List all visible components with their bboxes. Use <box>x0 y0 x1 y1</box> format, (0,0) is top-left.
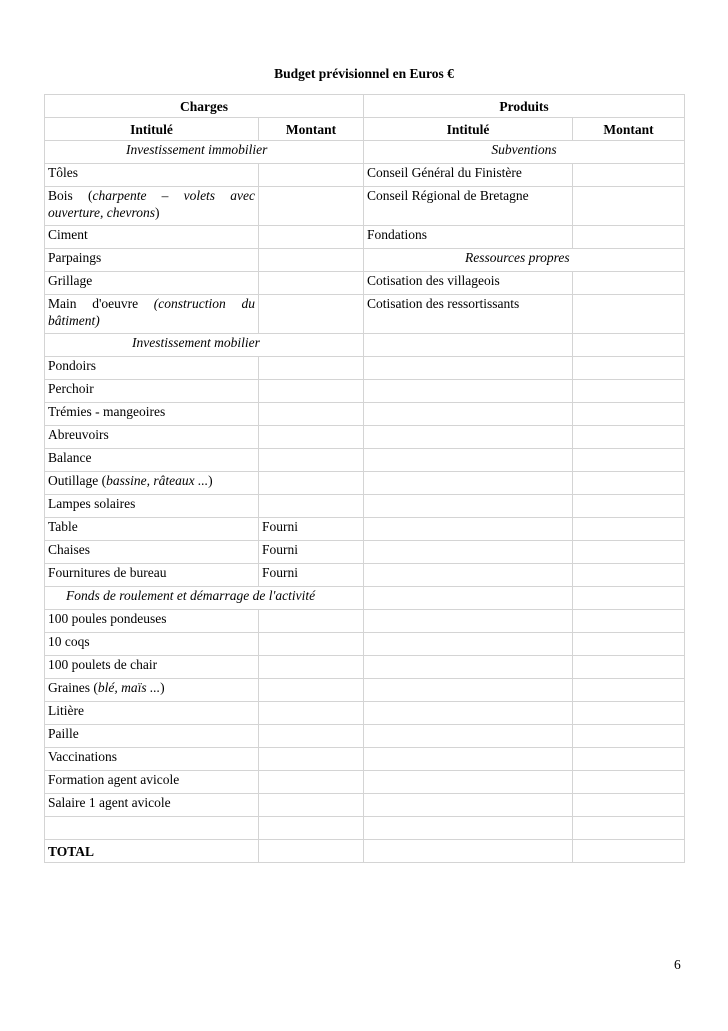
charge-label: Litière <box>45 702 259 725</box>
produit-label <box>364 748 573 771</box>
table-row <box>45 771 685 794</box>
produit-label <box>364 426 573 449</box>
table-row <box>45 702 685 725</box>
table-row <box>45 472 685 495</box>
charge-label-text: ) <box>208 473 213 488</box>
total-label: TOTAL <box>45 840 259 863</box>
produit-amount <box>573 495 685 518</box>
produit-amount <box>573 357 685 380</box>
charge-label-detail: blé, maïs ... <box>97 680 161 695</box>
charge-label: Perchoir <box>45 380 259 403</box>
table-row <box>45 656 685 679</box>
produit-label <box>364 725 573 748</box>
produit-label <box>364 449 573 472</box>
table-row <box>45 679 685 702</box>
charge-amount <box>259 702 364 725</box>
produit-amount <box>573 564 685 587</box>
charge-amount <box>259 495 364 518</box>
total-row <box>45 840 685 863</box>
section-label: Investissement immobilier <box>126 142 268 157</box>
page-title: Budget prévisionnel en Euros € <box>274 66 454 81</box>
produit-label <box>364 587 573 610</box>
charge-amount <box>259 748 364 771</box>
page-number: 6 <box>674 957 681 972</box>
produit-amount <box>573 272 685 295</box>
charge-label-text: Outillage ( <box>48 473 107 488</box>
produit-amount <box>573 702 685 725</box>
produit-label <box>364 633 573 656</box>
charge-amount <box>259 472 364 495</box>
table-row <box>45 164 685 187</box>
produit-amount <box>573 587 685 610</box>
table-row <box>45 587 685 610</box>
charge-amount <box>259 794 364 817</box>
produit-amount <box>573 518 685 541</box>
produit-amount <box>573 725 685 748</box>
produit-label <box>364 472 573 495</box>
produit-label <box>364 357 573 380</box>
produit-amount <box>573 426 685 449</box>
produit-amount <box>573 633 685 656</box>
table-row <box>45 610 685 633</box>
produit-label <box>364 702 573 725</box>
charge-label: Ciment <box>45 226 259 249</box>
charges-intitule-header: Intitulé <box>45 118 259 141</box>
produit-amount <box>573 403 685 426</box>
charge-label: 100 poulets de chair <box>45 656 259 679</box>
charge-amount <box>259 771 364 794</box>
section-heading <box>45 587 364 610</box>
produit-amount <box>573 771 685 794</box>
section-heading: Subventions <box>364 141 685 164</box>
budget-table <box>44 94 685 863</box>
produit-label <box>364 403 573 426</box>
section-heading <box>45 141 364 164</box>
charge-amount <box>259 725 364 748</box>
charge-label-detail: (construction du bâtiment) <box>48 296 255 328</box>
charge-label: Table <box>45 518 259 541</box>
charge-label: Formation agent avicole <box>45 771 259 794</box>
charge-amount <box>259 187 364 226</box>
section-label: Investissement mobilier <box>132 335 260 350</box>
table-row <box>45 403 685 426</box>
charge-amount: Fourni <box>259 518 364 541</box>
charge-label: 10 coqs <box>45 633 259 656</box>
charge-label: Salaire 1 agent avicole <box>45 794 259 817</box>
table-row <box>45 633 685 656</box>
produit-amount <box>573 449 685 472</box>
produit-amount <box>573 295 685 334</box>
charge-amount <box>259 357 364 380</box>
table-row <box>45 295 685 334</box>
charge-amount <box>259 610 364 633</box>
charges-montant-header: Montant <box>259 118 364 141</box>
charge-amount <box>259 249 364 272</box>
charge-label-text: Graines ( <box>48 680 98 695</box>
produit-amount <box>573 748 685 771</box>
produit-label <box>364 610 573 633</box>
produit-amount <box>573 679 685 702</box>
table-row <box>45 187 685 226</box>
charge-label: Balance <box>45 449 259 472</box>
charge-amount: Fourni <box>259 564 364 587</box>
charge-amount <box>259 679 364 702</box>
charge-label: Grillage <box>45 272 259 295</box>
charge-label: Chaises <box>45 541 259 564</box>
charge-label: Tôles <box>45 164 259 187</box>
produit-amount <box>573 794 685 817</box>
produit-label <box>364 495 573 518</box>
charge-amount <box>259 295 364 334</box>
charge-amount <box>259 449 364 472</box>
produit-label <box>364 794 573 817</box>
produit-label: Cotisation des ressortissants <box>364 295 573 334</box>
produit-label <box>364 679 573 702</box>
charge-amount <box>259 817 364 840</box>
charge-label <box>45 472 259 495</box>
charge-label: Fournitures de bureau <box>45 564 259 587</box>
charge-amount <box>259 164 364 187</box>
charge-label-text: ) <box>154 205 160 220</box>
charge-amount: Fourni <box>259 541 364 564</box>
produit-label <box>364 840 573 863</box>
table-row-empty <box>45 817 685 840</box>
charge-label-text: Bois ( <box>48 188 93 203</box>
table-row <box>45 226 685 249</box>
produits-montant-header: Montant <box>573 118 685 141</box>
charge-amount <box>259 226 364 249</box>
charge-amount <box>259 403 364 426</box>
produit-total-amount <box>573 840 685 863</box>
charge-label-text: Main d'oeuvre <box>48 296 154 311</box>
produit-amount <box>573 472 685 495</box>
charge-label: Paille <box>45 725 259 748</box>
table-row <box>45 748 685 771</box>
charge-label <box>45 817 259 840</box>
produit-label: Cotisation des villageois <box>364 272 573 295</box>
charge-label: Parpaings <box>45 249 259 272</box>
charge-amount <box>259 426 364 449</box>
charge-label-detail: bassine, râteaux ... <box>106 473 209 488</box>
produits-intitule-header: Intitulé <box>364 118 573 141</box>
charge-amount <box>259 633 364 656</box>
charge-label: Abreuvoirs <box>45 426 259 449</box>
table-row <box>45 495 685 518</box>
charge-label <box>45 187 259 226</box>
produits-header: Produits <box>364 95 685 118</box>
header-row-columns <box>45 118 685 141</box>
produit-amount <box>573 334 685 357</box>
produit-amount <box>573 610 685 633</box>
charge-label-detail: charpente – volets avec ouverture, chevrons <box>48 188 255 220</box>
produit-amount <box>573 541 685 564</box>
charge-label: Pondoirs <box>45 357 259 380</box>
produit-label <box>364 771 573 794</box>
section-heading <box>45 334 364 357</box>
produit-amount <box>573 187 685 226</box>
charge-amount <box>259 272 364 295</box>
produit-label: Conseil Régional de Bretagne <box>364 187 573 226</box>
produit-amount <box>573 164 685 187</box>
table-row <box>45 794 685 817</box>
charge-label: Trémies - mangeoires <box>45 403 259 426</box>
produit-label <box>364 334 573 357</box>
produit-label <box>364 817 573 840</box>
charge-amount <box>259 656 364 679</box>
produit-amount <box>573 656 685 679</box>
table-row <box>45 334 685 357</box>
produit-label <box>364 564 573 587</box>
table-row <box>45 249 685 272</box>
charge-label <box>45 295 259 334</box>
section-label: Ressources propres <box>465 250 570 265</box>
charge-amount <box>259 380 364 403</box>
produit-label: Fondations <box>364 226 573 249</box>
charge-label: Lampes solaires <box>45 495 259 518</box>
produit-label <box>364 380 573 403</box>
charges-header: Charges <box>45 95 364 118</box>
charge-label <box>45 679 259 702</box>
section-heading <box>364 249 685 272</box>
table-row <box>45 541 685 564</box>
table-row <box>45 380 685 403</box>
table-row <box>45 272 685 295</box>
table-row <box>45 357 685 380</box>
table-row <box>45 518 685 541</box>
header-row-sections <box>45 95 685 118</box>
charge-label-text: ) <box>160 680 165 695</box>
charge-label: Vaccinations <box>45 748 259 771</box>
section-label: Fonds de roulement et démarrage de l'activité <box>66 588 316 603</box>
produit-label: Conseil Général du Finistère <box>364 164 573 187</box>
table-row <box>45 426 685 449</box>
charge-total-amount <box>259 840 364 863</box>
table-row <box>45 725 685 748</box>
produit-amount <box>573 380 685 403</box>
produit-label <box>364 541 573 564</box>
table-row <box>45 449 685 472</box>
table-row <box>45 564 685 587</box>
produit-amount <box>573 226 685 249</box>
table-row <box>45 141 685 164</box>
charge-label: 100 poules pondeuses <box>45 610 259 633</box>
produit-amount <box>573 817 685 840</box>
produit-label <box>364 656 573 679</box>
produit-label <box>364 518 573 541</box>
